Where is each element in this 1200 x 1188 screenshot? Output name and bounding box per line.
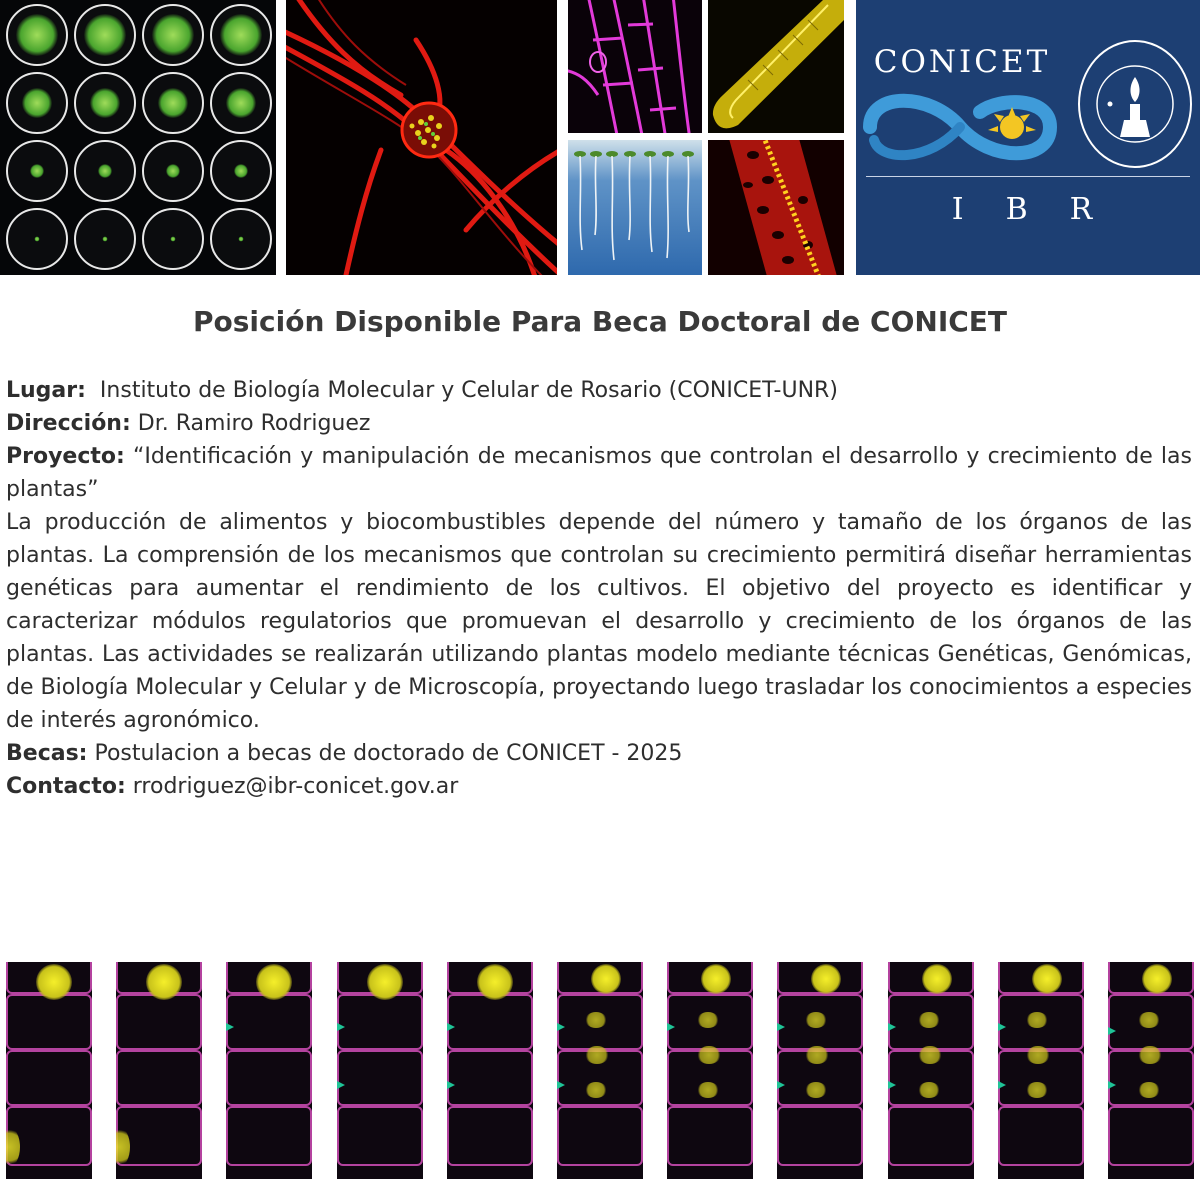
timelapse-frame — [888, 962, 974, 1179]
plant-pot — [74, 72, 136, 134]
plant-pot — [6, 4, 68, 66]
cell-outline — [116, 1106, 202, 1166]
timelapse-frame — [1108, 962, 1194, 1179]
cell-outline — [447, 1106, 533, 1166]
timelapse-frame — [557, 962, 643, 1179]
nucleus — [1142, 964, 1172, 994]
nucleus — [585, 1046, 609, 1064]
nucleus — [1026, 1082, 1048, 1098]
nucleus — [1138, 1012, 1160, 1028]
division-arrow-icon — [447, 1080, 455, 1090]
plant-pot — [142, 72, 204, 134]
cell-outline — [337, 1106, 423, 1166]
lugar-label: Lugar: — [6, 378, 86, 403]
header-image-strip — [0, 0, 1200, 275]
plant-pot — [6, 72, 68, 134]
timelapse-frame — [998, 962, 1084, 1179]
cell-outline — [226, 1106, 312, 1166]
nucleus — [805, 1012, 827, 1028]
field-proyecto — [6, 440, 1192, 506]
division-arrow-icon — [447, 1022, 455, 1032]
timelapse-frame — [6, 962, 92, 1179]
nucleus — [585, 1082, 607, 1098]
direccion-label: Dirección: — [6, 411, 131, 436]
cell-outline — [226, 1050, 312, 1106]
nucleus — [1032, 964, 1062, 994]
nucleus — [701, 964, 731, 994]
conicet-infinity-emblem — [860, 82, 1070, 172]
division-arrow-icon — [226, 1022, 234, 1032]
conicet-ibr-logo-panel — [856, 0, 1200, 275]
nucleus — [591, 964, 621, 994]
nucleus — [146, 964, 182, 1000]
cell-outline — [337, 1050, 423, 1106]
nucleus — [1026, 1012, 1048, 1028]
position-details — [6, 374, 1192, 803]
nucleus — [1026, 1046, 1050, 1064]
timelapse-frame — [667, 962, 753, 1179]
plant-pot — [142, 4, 204, 66]
cell-outline — [116, 1050, 202, 1106]
logo-divider — [866, 176, 1190, 177]
cell-outline — [557, 1106, 643, 1166]
division-arrow-icon — [777, 1022, 785, 1032]
division-arrow-icon — [1108, 1080, 1116, 1090]
project-description: La producción de alimentos y biocombustibles depende del número y tamaño de los órganos de las plantas. La comprensión de los mecanismos que controlan su crecimiento permitirá diseñar herramientas genéticas para aumentar el rendimiento de los cultivos. El objetivo del proyecto es identificar y caracterizar módulos regulatorios que promuevan el desarrollo y crecimiento de los órganos de las plantas. Las actividades se realizarán utilizando plantas modelo mediante técnicas Genéticas, Genómicas, de Biología Molecular y Celular y de Microscopía, proyectando luego trasladar los conocimientos a especies de interés agronómico. — [6, 510, 1192, 733]
nucleus — [697, 1082, 719, 1098]
plant-pot — [210, 140, 272, 202]
cell-outline — [777, 1106, 863, 1166]
nucleus — [697, 1046, 721, 1064]
root-nodule-confocal-panel — [286, 0, 557, 275]
page-title: Posición Disponible Para Beca Doctoral de CONICET — [192, 305, 1008, 338]
unr-seal — [1078, 40, 1192, 168]
contacto-label: Contacto: — [6, 774, 126, 799]
timelapse-frame — [447, 962, 533, 1179]
division-arrow-icon — [557, 1022, 565, 1032]
contacto-email[interactable]: rrodriguez@ibr-conicet.gov.ar — [132, 774, 459, 799]
plant-pots-panel — [0, 0, 276, 275]
plant-pot — [210, 72, 272, 134]
nucleus — [36, 964, 72, 1000]
division-arrow-icon — [998, 1080, 1006, 1090]
cell-outline — [6, 994, 92, 1050]
division-arrow-icon — [337, 1080, 345, 1090]
becas-label: Becas: — [6, 741, 88, 766]
ibr-wordmark: IBR — [951, 192, 1135, 227]
nucleus — [918, 1012, 940, 1028]
cell-outline — [116, 994, 202, 1050]
nucleus — [918, 1046, 942, 1064]
nucleus — [811, 964, 841, 994]
cell-outline — [6, 1050, 92, 1106]
field-lugar — [6, 374, 1192, 407]
plant-pot — [74, 4, 136, 66]
division-arrow-icon — [888, 1022, 896, 1032]
field-contacto — [6, 770, 1192, 803]
timelapse-frame — [777, 962, 863, 1179]
plant-pot — [210, 208, 272, 270]
plant-pot — [74, 140, 136, 202]
division-arrow-icon — [667, 1022, 675, 1032]
nucleus — [585, 1012, 607, 1028]
nucleus — [697, 1012, 719, 1028]
proyecto-label: Proyecto: — [6, 444, 125, 469]
lugar-value: Instituto de Biología Molecular y Celular de Rosario (CONICET-UNR) — [99, 378, 838, 403]
cell-outline — [667, 1106, 753, 1166]
cell-outline — [998, 1106, 1084, 1166]
timelapse-frame — [116, 962, 202, 1179]
timelapse-frame — [337, 962, 423, 1179]
plant-pot-grid — [6, 4, 272, 270]
nucleus — [918, 1082, 940, 1098]
root-nodule-image — [286, 0, 557, 275]
division-arrow-icon — [888, 1080, 896, 1090]
plant-pot — [142, 140, 204, 202]
cell-outline — [888, 1106, 974, 1166]
root-red-image — [708, 140, 844, 275]
cell-outline — [447, 1050, 533, 1106]
division-arrow-icon — [557, 1080, 565, 1090]
field-direccion — [6, 407, 1192, 440]
conicet-wordmark: CONICET — [873, 44, 1051, 80]
division-arrow-icon — [998, 1022, 1006, 1032]
cell-division-timelapse — [6, 962, 1194, 1179]
cell-wall-magenta-panel — [568, 0, 702, 133]
nucleus — [922, 964, 952, 994]
division-arrow-icon — [337, 1022, 345, 1032]
cell-outline — [447, 994, 533, 1050]
nucleus — [256, 964, 292, 1000]
nucleus — [805, 1046, 829, 1064]
plant-pot — [6, 208, 68, 270]
root-tip-yellow-panel — [708, 0, 844, 133]
nucleus — [477, 964, 513, 1000]
direccion-value: Dr. Ramiro Rodriguez — [137, 411, 371, 436]
cell-outline — [337, 994, 423, 1050]
timelapse-frame — [226, 962, 312, 1179]
seedling-roots-panel — [568, 140, 702, 275]
plant-pot — [210, 4, 272, 66]
unr-seal-emblem — [1080, 42, 1190, 166]
nucleus — [805, 1082, 827, 1098]
cell-outline — [6, 1106, 92, 1166]
cell-outline — [1108, 1106, 1194, 1166]
nucleus — [1138, 1082, 1160, 1098]
proyecto-value: “Identificación y manipulación de mecanismos que controlan el desarrollo y crecimiento de las plantas” — [6, 444, 1192, 502]
becas-value: Postulacion a becas de doctorado de CONICET - 2025 — [94, 741, 683, 766]
root-red-fluorescence-panel — [708, 140, 844, 275]
division-arrow-icon — [1108, 1026, 1116, 1036]
field-becas — [6, 737, 1192, 770]
nucleus — [367, 964, 403, 1000]
cell-wall-image — [568, 0, 702, 133]
division-arrow-icon — [777, 1080, 785, 1090]
root-tip-image — [708, 0, 844, 133]
plant-pot — [6, 140, 68, 202]
plant-pot — [74, 208, 136, 270]
plant-pot — [142, 208, 204, 270]
nucleus — [1138, 1046, 1162, 1064]
seedling-roots-image — [568, 140, 702, 275]
cell-outline — [226, 994, 312, 1050]
